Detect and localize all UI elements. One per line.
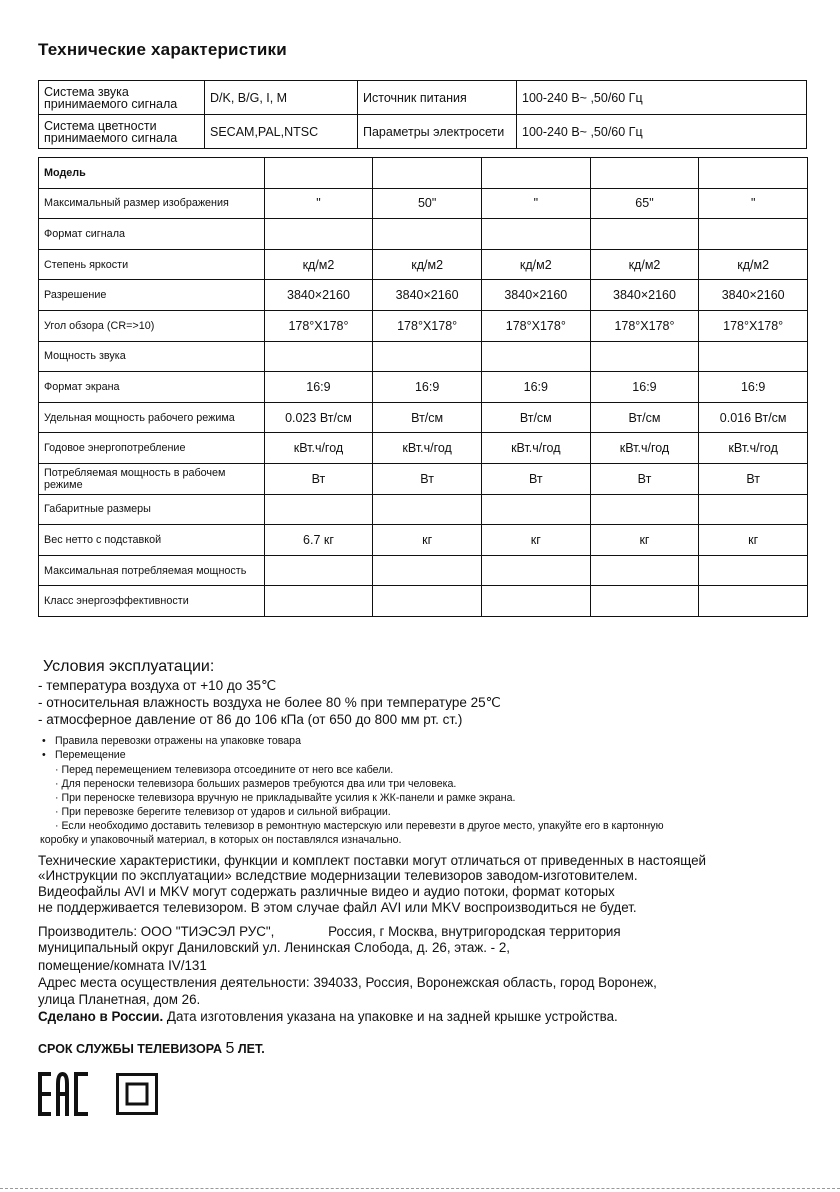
signal-cell: Источник питания [358,81,517,115]
spec-value [373,586,482,617]
spec-label: Формат экрана [39,372,265,403]
spec-value [373,555,482,586]
manufacturer-line: Адрес места осуществления деятельности: 394033, Россия, Воронежская область, город Воронеж, [38,975,657,990]
spec-value [481,158,590,189]
transport-item: · Если необходимо доставить телевизор в ремонтную мастерскую или перевезти в другое место, упакуйте его в картонную [55,820,664,832]
spec-value [264,341,373,372]
spec-value [481,555,590,586]
spec-value [373,341,482,372]
table-row [39,280,808,311]
table-row [39,81,807,115]
bullet-dot: • [42,749,46,761]
spec-table [38,157,808,617]
spec-value [481,586,590,617]
spec-value: " [481,188,590,219]
spec-value [481,219,590,250]
spec-value [481,494,590,525]
notice-line: не поддерживается телевизором. В этом случае файл AVI или MKV воспроизводиться не будет. [38,900,637,915]
service-life-suffix: ЛЕТ. [237,1042,265,1056]
spec-value: кг [699,525,808,556]
spec-value: " [264,188,373,219]
spec-value: " [699,188,808,219]
transport-item: · Для переноски телевизора больших размеров требуются два или три человека. [55,778,457,790]
condition-item: - температура воздуха от +10 до 35℃ [38,678,277,693]
manufacturer-address: Россия, г Москва, внутригородская территория [328,924,621,939]
signal-cell: 100-240 В~ ,50/60 Гц [517,115,807,149]
signal-cell: Система цветности принимаемого сигнала [39,115,205,149]
spec-value [373,494,482,525]
condition-item: - относительная влажность воздуха не более 80 % при температуре 25℃ [38,695,501,710]
spec-value [264,219,373,250]
spec-value: 178°Х178° [590,310,699,341]
spec-value [699,555,808,586]
transport-bullet: Правила перевозки отражены на упаковке товара [55,735,301,747]
spec-label: Удельная мощность рабочего режима [39,402,265,433]
table-row [39,586,808,617]
spec-value [590,586,699,617]
spec-value: 16:9 [373,372,482,403]
spec-value: 65" [590,188,699,219]
spec-label: Максимальная потребляемая мощность [39,555,265,586]
double-insulation-icon [116,1073,158,1115]
table-row [39,341,808,372]
spec-label: Разрешение [39,280,265,311]
notice-line: «Инструкции по эксплуатации» вследствие модернизации телевизоров заводом-изготовителем. [38,868,638,883]
spec-value: 50" [373,188,482,219]
table-row [39,433,808,464]
spec-value: Вт [264,463,373,494]
spec-value: 3840×2160 [264,280,373,311]
spec-value [264,586,373,617]
conditions-title: Условия эксплуатации: [43,658,215,675]
spec-value: Вт/см [590,402,699,433]
manufacturer-line: улица Планетная, дом 26. [38,992,201,1007]
spec-value: 3840×2160 [699,280,808,311]
transport-item: коробку и упаковочный материал, в которых он поставлялся изначально. [40,834,402,846]
spec-value [264,555,373,586]
spec-value: кВт.ч/год [373,433,482,464]
notice-line: Технические характеристики, функции и комплект поставки могут отличаться от приведенных в настоящей [38,853,707,868]
signal-cell: D/K, B/G, I, M [205,81,358,115]
spec-value: Вт [590,463,699,494]
signal-cell: Система звука принимаемого сигнала [39,81,205,115]
manufacturer-line [38,924,621,940]
made-in-rest: Дата изготовления указана на упаковке и на задней крышке устройства. [163,1009,618,1024]
spec-value: кд/м2 [373,249,482,280]
spec-label: Угол обзора (CR=>10) [39,310,265,341]
manufacturer-line: муниципальный округ Даниловский ул. Ленинская Слобода, д. 26, этаж. - 2, [38,940,511,955]
spec-value: 3840×2160 [481,280,590,311]
manufacturer-line: помещение/комната IV/131 [38,958,207,973]
table-row [39,158,808,189]
spec-value [373,219,482,250]
manufacturer-name: Производитель: ООО "ТИЭСЭЛ РУС", [38,924,275,939]
transport-bullet: Перемещение [55,749,126,761]
table-row [39,115,807,149]
bullet-dot: • [42,735,46,747]
signal-cell: Параметры электросети [358,115,517,149]
spec-value: 0.016 Вт/см [699,402,808,433]
signal-cell: SECAM,PAL,NTSC [205,115,358,149]
transport-item: · Перед перемещением телевизора отсоедините от него все кабели. [55,764,394,776]
table-row [39,310,808,341]
spec-value: 0.023 Вт/см [264,402,373,433]
table-row [39,463,808,494]
spec-label: Формат сигнала [39,219,265,250]
spec-value [590,158,699,189]
spec-value [264,158,373,189]
spec-value: 6.7 кг [264,525,373,556]
spec-label: Габаритные размеры [39,494,265,525]
spec-value: кг [590,525,699,556]
notice-line: Видеофайлы AVI и MKV могут содержать различные видео и аудио потоки, формат которых [38,884,615,899]
table-row [39,555,808,586]
spec-value [373,158,482,189]
table-row [39,219,808,250]
spec-value: кд/м2 [590,249,699,280]
service-life-prefix: СРОК СЛУЖБЫ ТЕЛЕВИЗОРА [38,1042,223,1056]
spec-value: кг [373,525,482,556]
table-row [39,402,808,433]
spec-value: кд/м2 [699,249,808,280]
table-row [39,188,808,219]
spec-value: Вт/см [373,402,482,433]
spec-label: Модель [39,158,265,189]
spec-value [699,586,808,617]
table-row [39,249,808,280]
spec-value [699,494,808,525]
spec-value [699,341,808,372]
spec-value: Вт [373,463,482,494]
eac-mark-icon [38,1072,88,1116]
spec-value: 16:9 [481,372,590,403]
spec-value: 16:9 [590,372,699,403]
condition-item: - атмосферное давление от 86 до 106 кПа (от 650 до 800 мм рт. ст.) [38,712,463,727]
spec-value [590,555,699,586]
spec-value: 178°Х178° [264,310,373,341]
spec-value: Вт [481,463,590,494]
spec-label: Класс энергоэффективности [39,586,265,617]
page-edge-divider [0,1188,840,1189]
spec-value: Вт/см [481,402,590,433]
spec-value [699,219,808,250]
transport-item: · При перевозке берегите телевизор от ударов и сильной вибрации. [55,806,391,818]
spec-label: Годовое энергопотребление [39,433,265,464]
signal-cell: 100-240 В~ ,50/60 Гц [517,81,807,115]
spec-value: кВт.ч/год [590,433,699,464]
transport-item: · При переноске телевизора вручную не прикладывайте усилия к ЖК-панели и рамке экрана. [55,792,516,804]
table-row [39,494,808,525]
table-row [39,525,808,556]
spec-value: кВт.ч/год [264,433,373,464]
spec-label: Максимальный размер изображения [39,188,265,219]
spec-value: кд/м2 [481,249,590,280]
spec-value: 178°Х178° [699,310,808,341]
spec-value: кг [481,525,590,556]
spec-value: 178°Х178° [373,310,482,341]
table-row [39,372,808,403]
signal-table [38,80,807,149]
spec-value [590,341,699,372]
spec-label: Вес нетто с подставкой [39,525,265,556]
spec-value: 16:9 [264,372,373,403]
spec-value: кд/м2 [264,249,373,280]
spec-value: Вт [699,463,808,494]
service-life [38,1040,265,1058]
spec-value: 178°Х178° [481,310,590,341]
spec-value [590,494,699,525]
made-in-russia: Сделано в России. [38,1009,164,1024]
spec-value: кВт.ч/год [699,433,808,464]
spec-value [699,158,808,189]
page-title: Технические характеристики [38,40,287,59]
spec-value [481,341,590,372]
spec-label: Потребляемая мощность в рабочем режиме [39,463,265,494]
spec-value: кВт.ч/год [481,433,590,464]
spec-value: 3840×2160 [590,280,699,311]
service-life-number: 5 [225,1040,235,1057]
spec-value [264,494,373,525]
spec-value: 3840×2160 [373,280,482,311]
made-in-line [38,1009,618,1025]
spec-value [590,219,699,250]
spec-label: Степень яркости [39,249,265,280]
spec-value: 16:9 [699,372,808,403]
spec-label: Мощность звука [39,341,265,372]
